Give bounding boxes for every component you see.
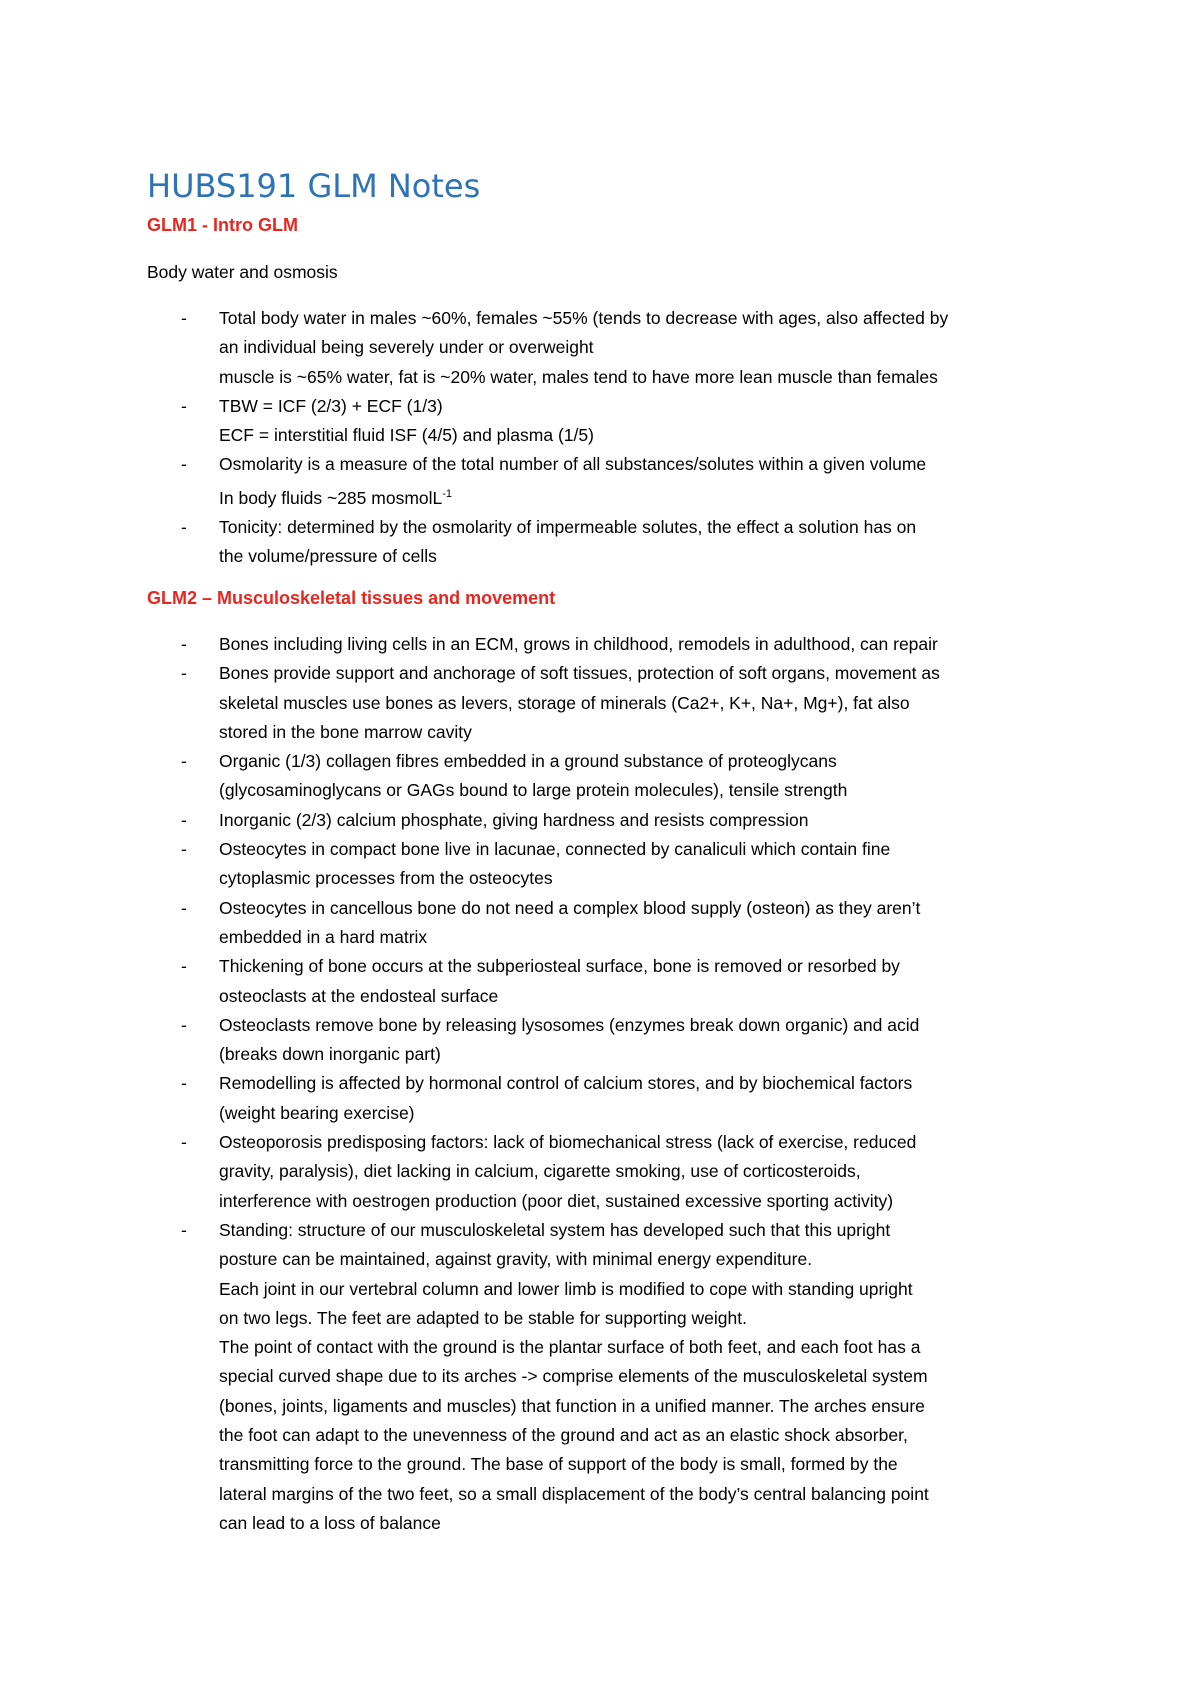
list-item bbox=[147, 513, 1067, 572]
list-item-line: lateral margins of the two feet, so a small displacement of the body’s central balancing point bbox=[219, 1483, 929, 1504]
list-item-line: Remodelling is affected by hormonal control of calcium stores, and by biochemical factors bbox=[219, 1073, 913, 1094]
list-item-line: Tonicity: determined by the osmolarity of impermeable solutes, the effect a solution has on bbox=[219, 516, 917, 537]
list-item bbox=[147, 747, 1067, 806]
list-item-line: (bones, joints, ligaments and muscles) that function in a unified manner. The arches ensure bbox=[219, 1395, 925, 1416]
bullet-dash: - bbox=[181, 663, 187, 684]
list-item-line: posture can be maintained, against gravity, with minimal energy expenditure. bbox=[219, 1249, 813, 1270]
bullet-dash: - bbox=[181, 839, 187, 860]
list-item-line: can lead to a loss of balance bbox=[219, 1512, 441, 1533]
list-item-line: (weight bearing exercise) bbox=[219, 1102, 415, 1123]
bullet-dash: - bbox=[181, 751, 187, 772]
list-item-line: Each joint in our vertebral column and lower limb is modified to cope with standing upright bbox=[219, 1278, 913, 1299]
list-item-line: ECF = interstitial fluid ISF (4/5) and plasma (1/5) bbox=[219, 425, 594, 446]
list-item-line: interference with oestrogen production (poor diet, sustained excessive sporting activity) bbox=[219, 1190, 894, 1211]
list-item bbox=[147, 1128, 1067, 1216]
bullet-list-glm1 bbox=[147, 304, 1067, 572]
list-item-line: (glycosaminoglycans or GAGs bound to large protein molecules), tensile strength bbox=[219, 780, 848, 801]
list-item-line: Osteocytes in cancellous bone do not need a complex blood supply (osteon) as they aren’t bbox=[219, 897, 921, 918]
list-item-line: Osteocytes in compact bone live in lacunae, connected by canaliculi which contain fine bbox=[219, 839, 891, 860]
bullet-dash: - bbox=[181, 516, 187, 537]
bullet-dash: - bbox=[181, 1219, 187, 1240]
list-item-line: gravity, paralysis), diet lacking in calcium, cigarette smoking, use of corticosteroids, bbox=[219, 1161, 861, 1182]
list-item-line-with-sup bbox=[219, 480, 1067, 513]
list-item bbox=[147, 952, 1067, 1011]
list-item-line: Osmolarity is a measure of the total number of all substances/solutes within a given volume bbox=[219, 454, 927, 475]
list-item-line: skeletal muscles use bones as levers, storage of minerals (Ca2+, K+, Na+, Mg+), fat also bbox=[219, 692, 910, 713]
list-item bbox=[147, 1069, 1067, 1128]
bullet-dash: - bbox=[181, 395, 187, 416]
bullet-dash: - bbox=[181, 897, 187, 918]
list-item bbox=[147, 806, 1067, 835]
list-item-line: osteoclasts at the endosteal surface bbox=[219, 985, 499, 1006]
list-item-line: Standing: structure of our musculoskeletal system has developed such that this upright bbox=[219, 1219, 891, 1240]
bullet-dash: - bbox=[181, 1014, 187, 1035]
section-heading-glm1: GLM1 - Intro GLM bbox=[147, 215, 298, 235]
list-item bbox=[147, 659, 1067, 747]
list-item-line: Bones provide support and anchorage of soft tissues, protection of soft organs, movement as bbox=[219, 663, 940, 684]
list-item-line: The point of contact with the ground is the plantar surface of both feet, and each foot has a bbox=[219, 1337, 921, 1358]
list-item-line: (breaks down inorganic part) bbox=[219, 1044, 441, 1065]
bullet-dash: - bbox=[181, 308, 187, 328]
list-item-line: Thickening of bone occurs at the subperiosteal surface, bone is removed or resorbed by bbox=[219, 956, 900, 977]
list-item-line: special curved shape due to its arches -> comprise elements of the musculoskeletal system bbox=[219, 1366, 928, 1387]
bullet-dash: - bbox=[181, 956, 187, 977]
list-item-line: In body fluids ~285 mosmolL bbox=[219, 487, 443, 508]
bullet-dash: - bbox=[181, 809, 187, 830]
bullet-dash: - bbox=[181, 634, 187, 654]
list-item bbox=[147, 392, 1067, 451]
section-heading-glm2: GLM2 – Musculoskeletal tissues and movement bbox=[147, 588, 556, 608]
list-item-line: muscle is ~65% water, fat is ~20% water, males tend to have more lean muscle than females bbox=[219, 366, 938, 387]
list-item bbox=[147, 450, 1067, 512]
list-item bbox=[147, 894, 1067, 953]
list-item bbox=[147, 835, 1067, 894]
list-item bbox=[147, 1216, 1067, 1538]
list-item-line: Bones including living cells in an ECM, grows in childhood, remodels in adulthood, can repair bbox=[219, 634, 938, 654]
bullet-list-glm2 bbox=[147, 630, 1067, 1538]
list-item-line: Osteoporosis predisposing factors: lack of biomechanical stress (lack of exercise, reduced bbox=[219, 1132, 917, 1153]
list-item-line: cytoplasmic processes from the osteocytes bbox=[219, 868, 553, 889]
list-item-line: Total body water in males ~60%, females ~55% (tends to decrease with ages, also affected by bbox=[219, 308, 949, 328]
list-item-line: TBW = ICF (2/3) + ECF (1/3) bbox=[219, 395, 443, 416]
list-item bbox=[147, 630, 1067, 659]
bullet-dash: - bbox=[181, 1073, 187, 1094]
list-item-line: the foot can adapt to the unevenness of the ground and act as an elastic shock absorber, bbox=[219, 1425, 908, 1446]
list-item-line: Osteoclasts remove bone by releasing lysosomes (enzymes break down organic) and acid bbox=[219, 1014, 920, 1035]
list-item-line: stored in the bone marrow cavity bbox=[219, 721, 472, 742]
superscript: -1 bbox=[442, 487, 453, 500]
bullet-dash: - bbox=[181, 454, 187, 475]
list-item-line: Organic (1/3) collagen fibres embedded in a ground substance of proteoglycans bbox=[219, 751, 837, 772]
list-item-line: transmitting force to the ground. The base of support of the body is small, formed by the bbox=[219, 1454, 898, 1475]
list-item bbox=[147, 1011, 1067, 1070]
list-item-line: on two legs. The feet are adapted to be stable for supporting weight. bbox=[219, 1307, 747, 1328]
list-item-line: the volume/pressure of cells bbox=[219, 546, 437, 567]
list-item-line: an individual being severely under or overweight bbox=[219, 337, 594, 358]
document-title: HUBS191 GLM Notes bbox=[147, 167, 481, 205]
list-item-line: embedded in a hard matrix bbox=[219, 926, 428, 947]
list-item-line: Inorganic (2/3) calcium phosphate, giving hardness and resists compression bbox=[219, 809, 809, 830]
bullet-dash: - bbox=[181, 1132, 187, 1153]
section-subheading: Body water and osmosis bbox=[147, 262, 338, 282]
list-item bbox=[147, 304, 1067, 392]
